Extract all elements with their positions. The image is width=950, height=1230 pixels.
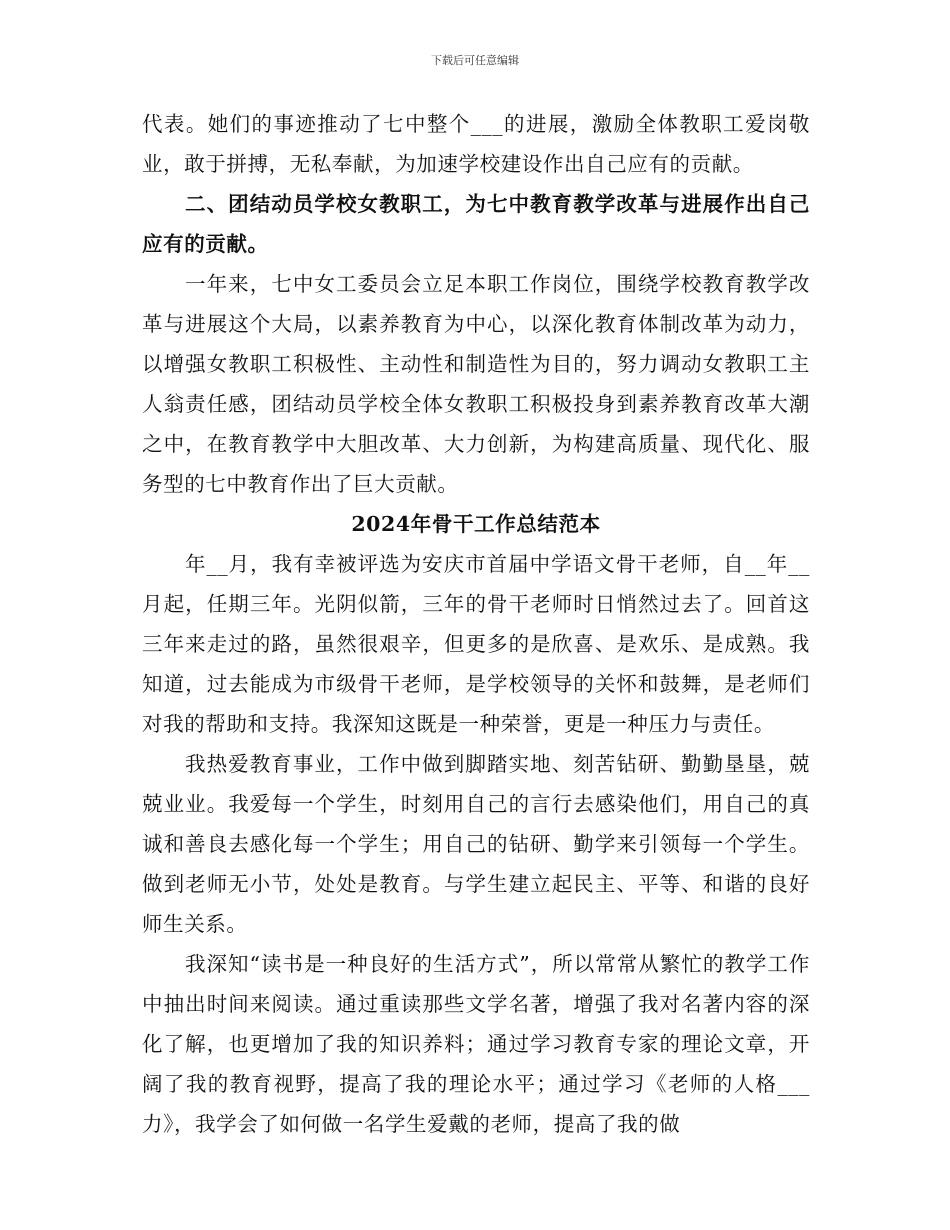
page-header: 下载后可任意编辑: [431, 54, 519, 67]
section-heading: 二、团结动员学校女教职工，为七中教育教学改革与进展作出自己应有的贡献。: [142, 192, 810, 256]
document-title: 2024年骨干工作总结范本: [351, 512, 601, 536]
document-body: [142, 104, 810, 1144]
paragraph: 一年来，七中女工委员会立足本职工作岗位，围绕学校教育教学改革与进展这个大局，以素养教育为中心，以深化教育体制改革为动力，以增强女教职工积极性、主动性和制造性为目的，努力调动女教职工主人翁责任感，团结动员学校全体女教职工积极投身到素养教育改革大潮之中，在教育教学中大胆改革、大力创新，为构建高质量、现代化、服务型的七中教育作出了巨大贡献。: [142, 272, 810, 496]
paragraph-continuation: 代表。她们的事迹推动了七中整个___的进展，激励全体教职工爱岗敬业，敢于拼搏，无私奉献，为加速学校建设作出自己应有的贡献。: [142, 112, 810, 176]
paragraph: 我热爱教育事业，工作中做到脚踏实地、刻苦钻研、勤勤垦垦，兢兢业业。我爱每一个学生，时刻用自己的言行去感染他们，用自己的真诚和善良去感化每一个学生；用自己的钻研、勤学来引领每一个学生。做到老师无小节，处处是教育。与学生建立起民主、平等、和谐的良好师生关系。: [142, 752, 810, 936]
paragraph: 我深知“读书是一种良好的生活方式”，所以常常从繁忙的教学工作中抽出时间来阅读。通过重读那些文学名著，增强了我对名著内容的深化了解，也更增加了我的知识养料；通过学习教育专家的理论文章，开阔了我的教育视野，提高了我的理论水平；通过学习《老师的人格___力》，我学会了如何做一名学生爱戴的老师，提高了我的做: [142, 952, 810, 1136]
paragraph: 年__月，我有幸被评选为安庆市首届中学语文骨干老师，自__年__月起，任期三年。光阴似箭，三年的骨干老师时日悄然过去了。回首这三年来走过的路，虽然很艰辛，但更多的是欣喜、是欢乐、是成熟。我知道，过去能成为市级骨干老师，是学校领导的关怀和鼓舞，是老师们对我的帮助和支持。我深知这既是一种荣誉，更是一种压力与责任。: [142, 552, 810, 736]
